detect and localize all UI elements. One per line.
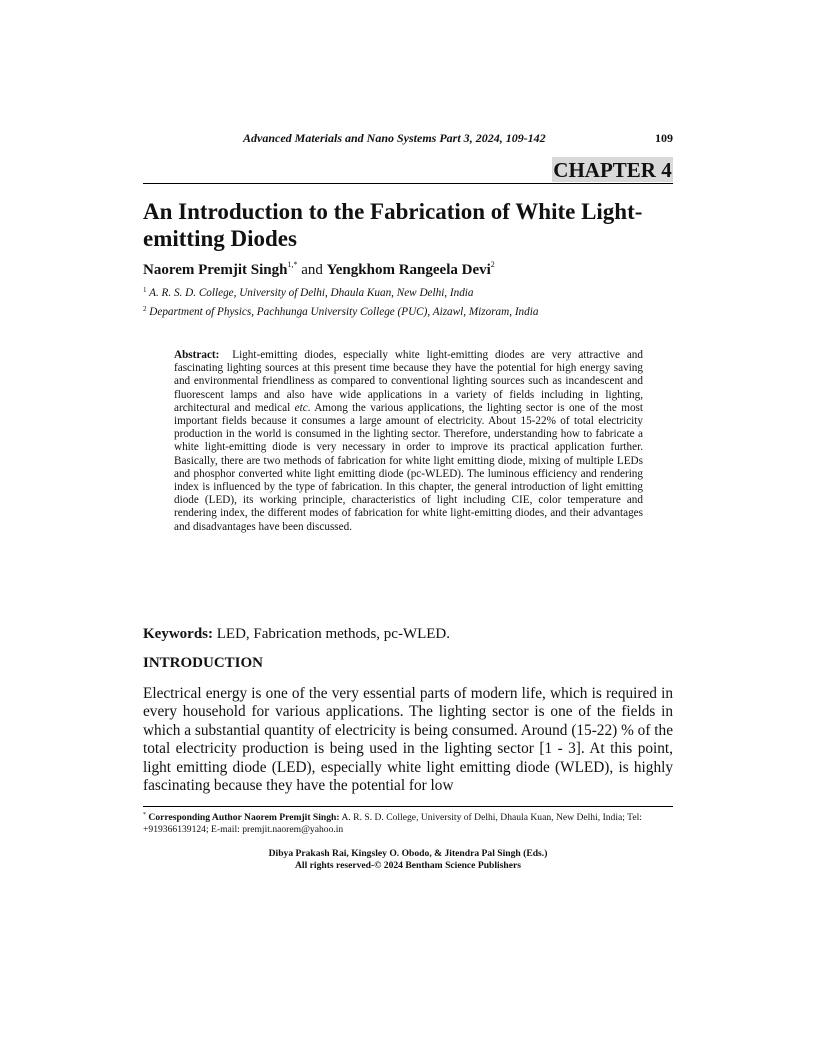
keywords-label: Keywords: [143, 626, 213, 642]
affiliation-2 [143, 305, 538, 318]
author-2: Yengkhom Rangeela Devi [326, 262, 491, 278]
affiliation-1-marker: 1 [143, 286, 147, 294]
chapter-title: An Introduction to the Fabrication of White Light-emitting Diodes [143, 199, 643, 251]
footnote-label: Corresponding Author Naorem Premjit Singh: [148, 812, 340, 823]
author-line [143, 260, 495, 279]
author-2-marker: 2 [490, 260, 495, 269]
editors-line: Dibya Prakash Rai, Kingsley O. Obodo, & Jitendra Pal Singh (Eds.) [268, 848, 548, 859]
journal-details: , 2024, 109-142 [469, 131, 546, 145]
keywords-text: LED, Fabrication methods, pc-WLED. [213, 626, 451, 642]
introduction-paragraph: Electrical energy is one of the very essential parts of modern life, which is required in every household for various applications. The lighting sector is one of the fields in which a substantial quantity of electricity is being consumed. Around (15-22) % of the total electricity production is being used in the lighting sector [1 - 3]. At this point, light emitting diode (LED), especially white light emitting diode (WLED), is highly fascinating because they have the potential for low [143, 685, 673, 795]
affiliation-2-marker: 2 [143, 305, 147, 313]
abstract-etc: etc [294, 401, 308, 414]
abstract-text-part-2: . Among the various applications, the lighting sector is one of the most important fields because it consumes a large amount of electricity. About 15-22% of total electricity production in the world is consumed in the lighting sector. Therefore, understanding how to fabricate a white light-emitting diode is very necessary in order to improve its practical application further. Basically, there are two methods of fabrication for white light emitting diode, mixing of multiple LEDs and phosphor converted white light emitting diode (pc-WLED). The luminous efficiency and rendering index is influenced by the type of fabrication. In this chapter, the general introduction of light emitting diode (LED), its working principle, characteristics of light including CIE, color temperature and rendering index, the different modes of fabrication for white light-emitting diodes, and their advantages and disadvantages have been discussed. [174, 401, 644, 533]
journal-name: Advanced Materials and Nano Systems Part 3 [243, 131, 470, 145]
page-number: 109 [655, 131, 673, 145]
copyright-line: All rights reserved-© 2024 Bentham Science Publishers [294, 860, 522, 871]
chapter-label: CHAPTER 4 [553, 158, 672, 182]
keywords [143, 626, 450, 643]
editors-credit [143, 848, 673, 872]
author-1-marker: 1,* [287, 260, 298, 269]
section-heading: INTRODUCTION [143, 655, 264, 671]
affiliation-2-text: Department of Physics, Pachhunga University College (PUC), Aizawl, Mizoram, India [149, 306, 539, 318]
chapter-rule [143, 183, 673, 184]
abstract-text-part-1: Light-emitting diodes, especially white light-emitting diodes are very attractive and fascinating lighting sources at this present time because they have the potential for high energy saving and environmental friendliness as compared to conventional lighting sources such as incandescent and fluorescent lamps and also have wide applications in a variety of fields including in lighting, architectural and medical [174, 349, 643, 414]
running-header-journal [243, 131, 546, 146]
author-conjunction: and [297, 262, 327, 278]
footnote-marker: * [143, 812, 146, 818]
footnote [143, 809, 673, 837]
affiliation-1 [143, 286, 474, 299]
footnote-rule [143, 806, 673, 807]
abstract [174, 349, 643, 534]
footnote-text: A. R. S. D. College, University of Delhi, Dhaula Kuan, New Delhi, India; Tel: +919366139124; E-mail: premjit.naorem@yahoo.in [143, 812, 642, 836]
abstract-label: Abstract: [174, 349, 220, 361]
author-1: Naorem Premjit Singh [143, 262, 288, 278]
affiliation-1-text: A. R. S. D. College, University of Delhi, Dhaula Kuan, New Delhi, India [149, 287, 474, 299]
